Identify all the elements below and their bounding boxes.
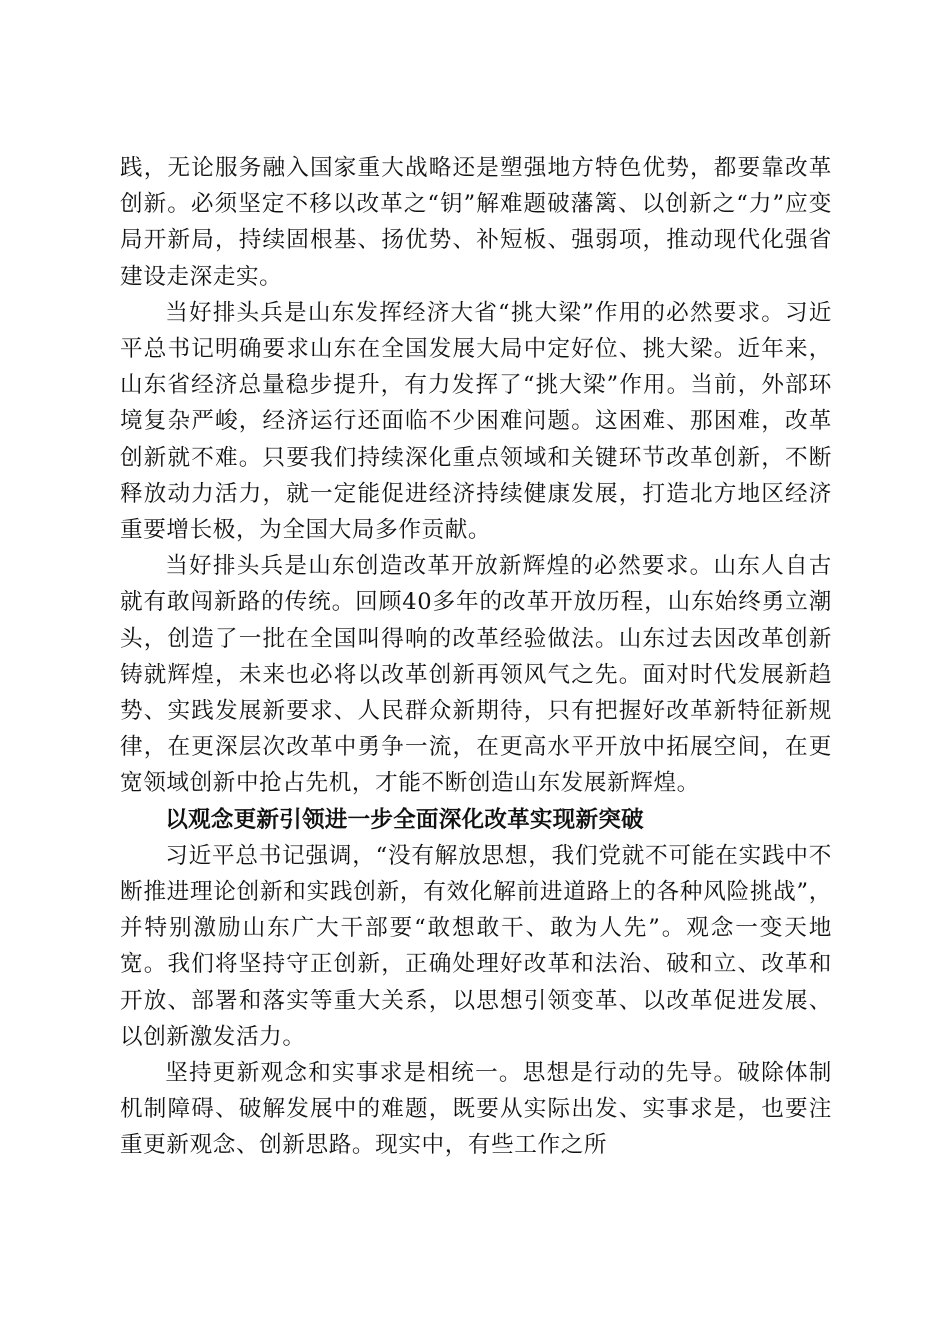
paragraph-update-concepts: 坚持更新观念和实事求是相统一。思想是行动的先导。破除体制机制障碍、破解发展中的难题，既要从实际出发、实事求是，也要注重更新观念、创新思路。现实中，有些工作之所 bbox=[120, 1060, 832, 1159]
document-page bbox=[120, 150, 832, 1164]
paragraph-continuation: 践，无论服务融入国家重大战略还是塑强地方特色优势，都要靠改革创新。必须坚定不移以改革之“钥”解难题破藩篱、以创新之“力”应变局开新局，持续固根基、扬优势、补短板、强弱项，推动现代化强省建设走深走实。 bbox=[120, 155, 832, 290]
paragraph-economic-role: 当好排头兵是山东发挥经济大省“挑大梁”作用的必然要求。习近平总书记明确要求山东在全国发展大局中定好位、挑大梁。近年来，山东省经济总量稳步提升，有力发挥了“挑大梁”作用。当前，外部环境复杂严峻，经济运行还面临不少困难问题。这困难、那困难，改革创新就不难。只要我们持续深化重点领域和关键环节改革创新，不断释放动力活力，就一定能促进经济持续健康发展，打造北方地区经济重要增长极，为全国大局多作贡献。 bbox=[120, 299, 832, 544]
paragraph-reform-opening: 当好排头兵是山东创造改革开放新辉煌的必然要求。山东人自古就有敢闯新路的传统。回顾40多年的改革开放历程，山东始终勇立潮头，创造了一批在全国叫得响的改革经验做法。山东过去因改革创新铸就辉煌，未来也必将以改革创新再领风气之先。面对时代发展新趋势、实践发展新要求、人民群众新期待，只有把握好改革新特征新规律，在更深层次改革中勇争一流，在更高水平开放中拓展空间，在更宽领域创新中抢占先机，才能不断创造山东发展新辉煌。 bbox=[120, 553, 832, 797]
section-heading: 以观念更新引领进一步全面深化改革实现新突破 bbox=[165, 806, 644, 833]
paragraph-liberate-thinking: 习近平总书记强调，“没有解放思想，我们党就不可能在实践中不断推进理论创新和实践创新，有效化解前进道路上的各种风险挑战”，并特别激励山东广大干部要“敢想敢干、敢为人先”。观念一变天地宽。我们将坚持守正创新，正确处理好改革和法治、破和立、改革和开放、部署和落实等重大关系，以思想引领变革、以改革促进发展、以创新激发活力。 bbox=[120, 842, 832, 1050]
